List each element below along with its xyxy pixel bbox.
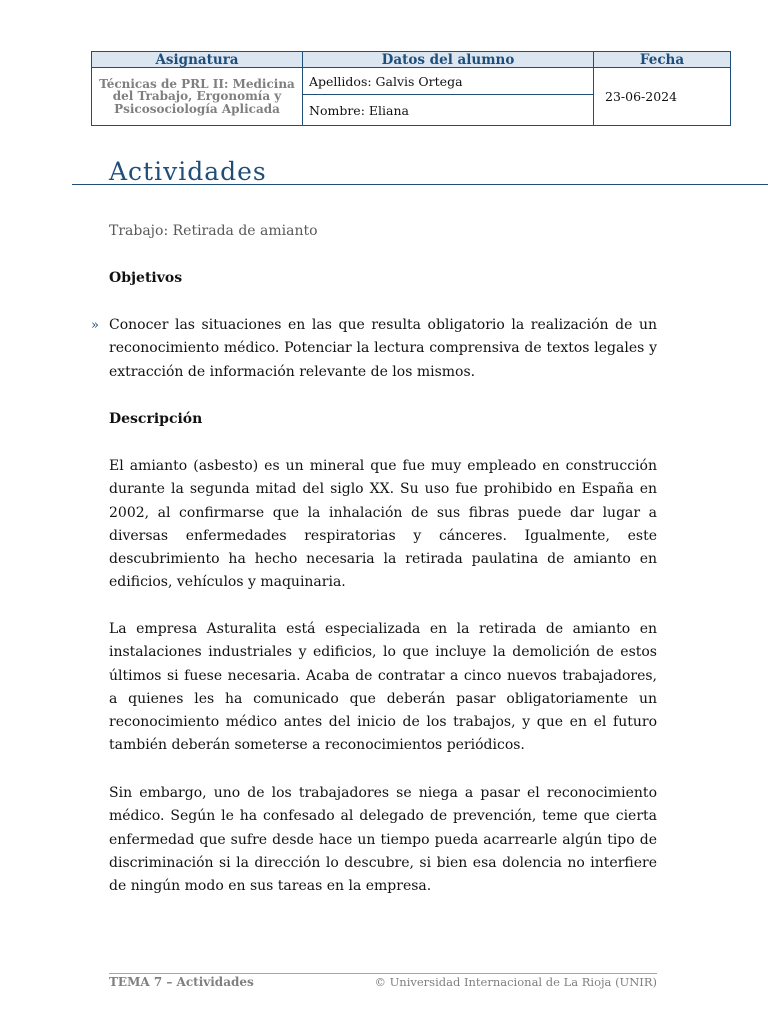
objetivos-text: Conocer las situaciones en las que resulta obligatorio la realización de un reconocimiento médico. Potenciar la lectura comprensiva de textos legales y extracción de información relevante de los mismos. [109,317,657,380]
header-col-fecha: Fecha [594,52,730,68]
title-divider [72,184,768,185]
fecha-value: 23-06-2024 [605,89,678,104]
header-col-datos-alumno: Datos del alumno [303,52,594,68]
trabajo-subtitle: Trabajo: Retirada de amianto [109,223,318,239]
descripcion-paragraph-2: La empresa Asturalita está especializada en la retirada de amianto en instalaciones industriales y edificios, lo que incluye la demolición de estos últimos si fuese necesaria. Acaba de contratar a cinco nuevos trabajadores, a quienes les ha comunicado que deberán pasar obligatoriamente un reconocimiento médico antes del inicio de los trabajos, y que en el futuro también deberán someterse a reconocimientos periódicos. [109,621,657,754]
objetivos-heading: Objetivos [109,270,183,286]
apellidos-value: Apellidos: Galvis Ortega [303,68,594,95]
footer-topic: TEMA 7 – Actividades [109,975,254,989]
header-table [91,51,731,126]
footer-copyright: © Universidad Internacional de La Rioja (UNIR) [374,975,657,989]
nombre-value: Nombre: Eliana [303,95,594,125]
bullet-chevron-icon: » [91,318,99,333]
page-title: Actividades [109,157,267,186]
header-col-asignatura: Asignatura [92,52,303,68]
asignatura-value: Técnicas de PRL II: Medicina del Trabajo, Ergonomía y Psicosociología Aplicada [92,68,303,125]
descripcion-paragraph-1: El amianto (asbesto) es un mineral que fue muy empleado en construcción durante la segunda mitad del siglo XX. Su uso fue prohibido en España en 2002, al confirmarse que la inhalación de sus fibras puede dar lugar a diversas enfermedades respiratorias y cánceres. Igualmente, este descubrimiento ha hecho necesaria la retirada paulatina de amianto en edificios, vehículos y maquinaria. [109,458,657,591]
descripcion-paragraph-3: Sin embargo, uno de los trabajadores se niega a pasar el reconocimiento médico. Según le ha confesado al delegado de prevención, teme que cierta enfermedad que sufre desde hace un tiempo pueda acarrearle algún tipo de discriminación si la dirección lo descubre, si bien esa dolencia no interfiere de ningún modo en sus tareas en la empresa. [109,785,657,895]
footer-divider [109,973,657,974]
descripcion-heading: Descripción [109,411,203,427]
